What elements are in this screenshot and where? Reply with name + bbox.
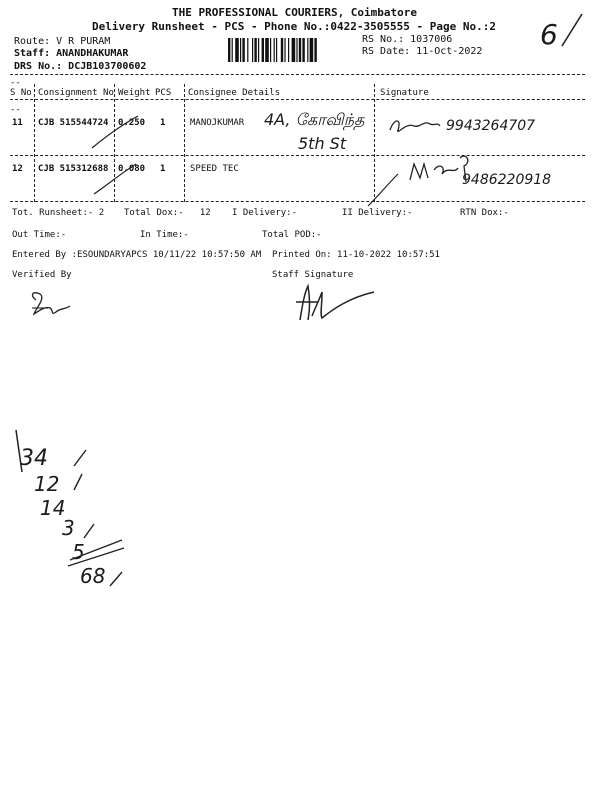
printed-on: Printed On: 11-10-2022 10:57:51 — [272, 250, 440, 260]
ii-delivery: II Delivery:- — [342, 208, 413, 218]
row-consignment: CJB 515312688 — [38, 164, 109, 174]
drs-number: DRS No.: DCJB103700602 — [14, 61, 147, 72]
col-pcs: PCS — [155, 88, 172, 98]
rs-date: RS Date: 11-Oct-2022 — [362, 46, 483, 57]
tally-item: 5 — [72, 540, 85, 564]
row-consignment: CJB 515544724 — [38, 118, 109, 128]
col-consignee: Consignee Details — [188, 88, 281, 98]
header-divider — [10, 74, 585, 75]
handwritten-phone: 9943264707 — [446, 118, 536, 134]
row-sno: 12 — [12, 164, 23, 174]
tally-total: 68 — [80, 564, 106, 588]
row-consignee: MANOJKUMAR — [190, 118, 245, 128]
route-label: Route: V R PURAM — [14, 36, 111, 47]
verifier-signature — [26, 288, 76, 322]
in-time: In Time:- — [140, 230, 189, 240]
col-consignment: Consignment No — [38, 88, 114, 98]
company-title: THE PROFESSIONAL COURIERS, Coimbatore — [172, 6, 418, 19]
row-divider — [10, 155, 585, 156]
row-weight: 0.080 — [118, 164, 146, 174]
col-signature: Signature — [380, 88, 429, 98]
barcode-image — [228, 38, 352, 62]
handwritten-address: 4A, கோவிந்த — [264, 110, 365, 129]
column-header-divider — [10, 99, 585, 100]
tot-runsheet: Tot. Runsheet:- 2 — [12, 208, 105, 218]
tally-item: 34 — [20, 446, 48, 471]
entered-by: Entered By :ESOUNDARYAPCS 10/11/22 10:57:50 AM — [12, 250, 262, 260]
recipient-signature — [406, 152, 476, 186]
rs-number: RS No.: 1037006 — [362, 34, 453, 45]
row-sno: 11 — [12, 118, 23, 128]
handwritten-street: 5th St — [298, 134, 347, 153]
col-sno: S No — [10, 88, 32, 98]
total-dox: Total Dox:- 12 — [124, 208, 211, 218]
tick-mark — [84, 158, 144, 198]
staff-label: Staff: ANANDHAKUMAR — [14, 48, 129, 59]
row-weight: 0.250 — [118, 118, 146, 128]
table-bottom-divider — [10, 201, 585, 202]
row-pcs: 1 — [160, 164, 166, 174]
staff-signature-label: Staff Signature — [272, 270, 354, 280]
row-pcs: 1 — [160, 118, 166, 128]
verified-by-label: Verified By — [12, 270, 72, 280]
recipient-signature — [384, 112, 444, 142]
out-time: Out Time:- — [12, 230, 67, 240]
rtn-dox: RTN Dox:- — [460, 208, 509, 218]
corner-slash-mark — [548, 10, 588, 50]
total-pod: Total POD:- — [262, 230, 322, 240]
row-consignee: SPEED TEC — [190, 164, 239, 174]
staff-signature — [288, 280, 378, 326]
handwritten-phone: 9486220918 — [462, 172, 552, 188]
tick-mark — [364, 170, 404, 210]
tally-item: 12 — [34, 472, 60, 496]
tally-item: 3 — [62, 516, 75, 540]
corner-page-mark: 6 — [540, 18, 558, 51]
tally-item: 14 — [40, 496, 66, 520]
col-weight: Weight — [118, 88, 151, 98]
tick-mark — [84, 112, 144, 152]
runsheet-subtitle: Delivery Runsheet - PCS - Phone No.:0422-3505555 - Page No.:2 — [92, 20, 496, 33]
tally-strokes — [40, 444, 130, 594]
i-delivery: I Delivery:- — [232, 208, 298, 218]
